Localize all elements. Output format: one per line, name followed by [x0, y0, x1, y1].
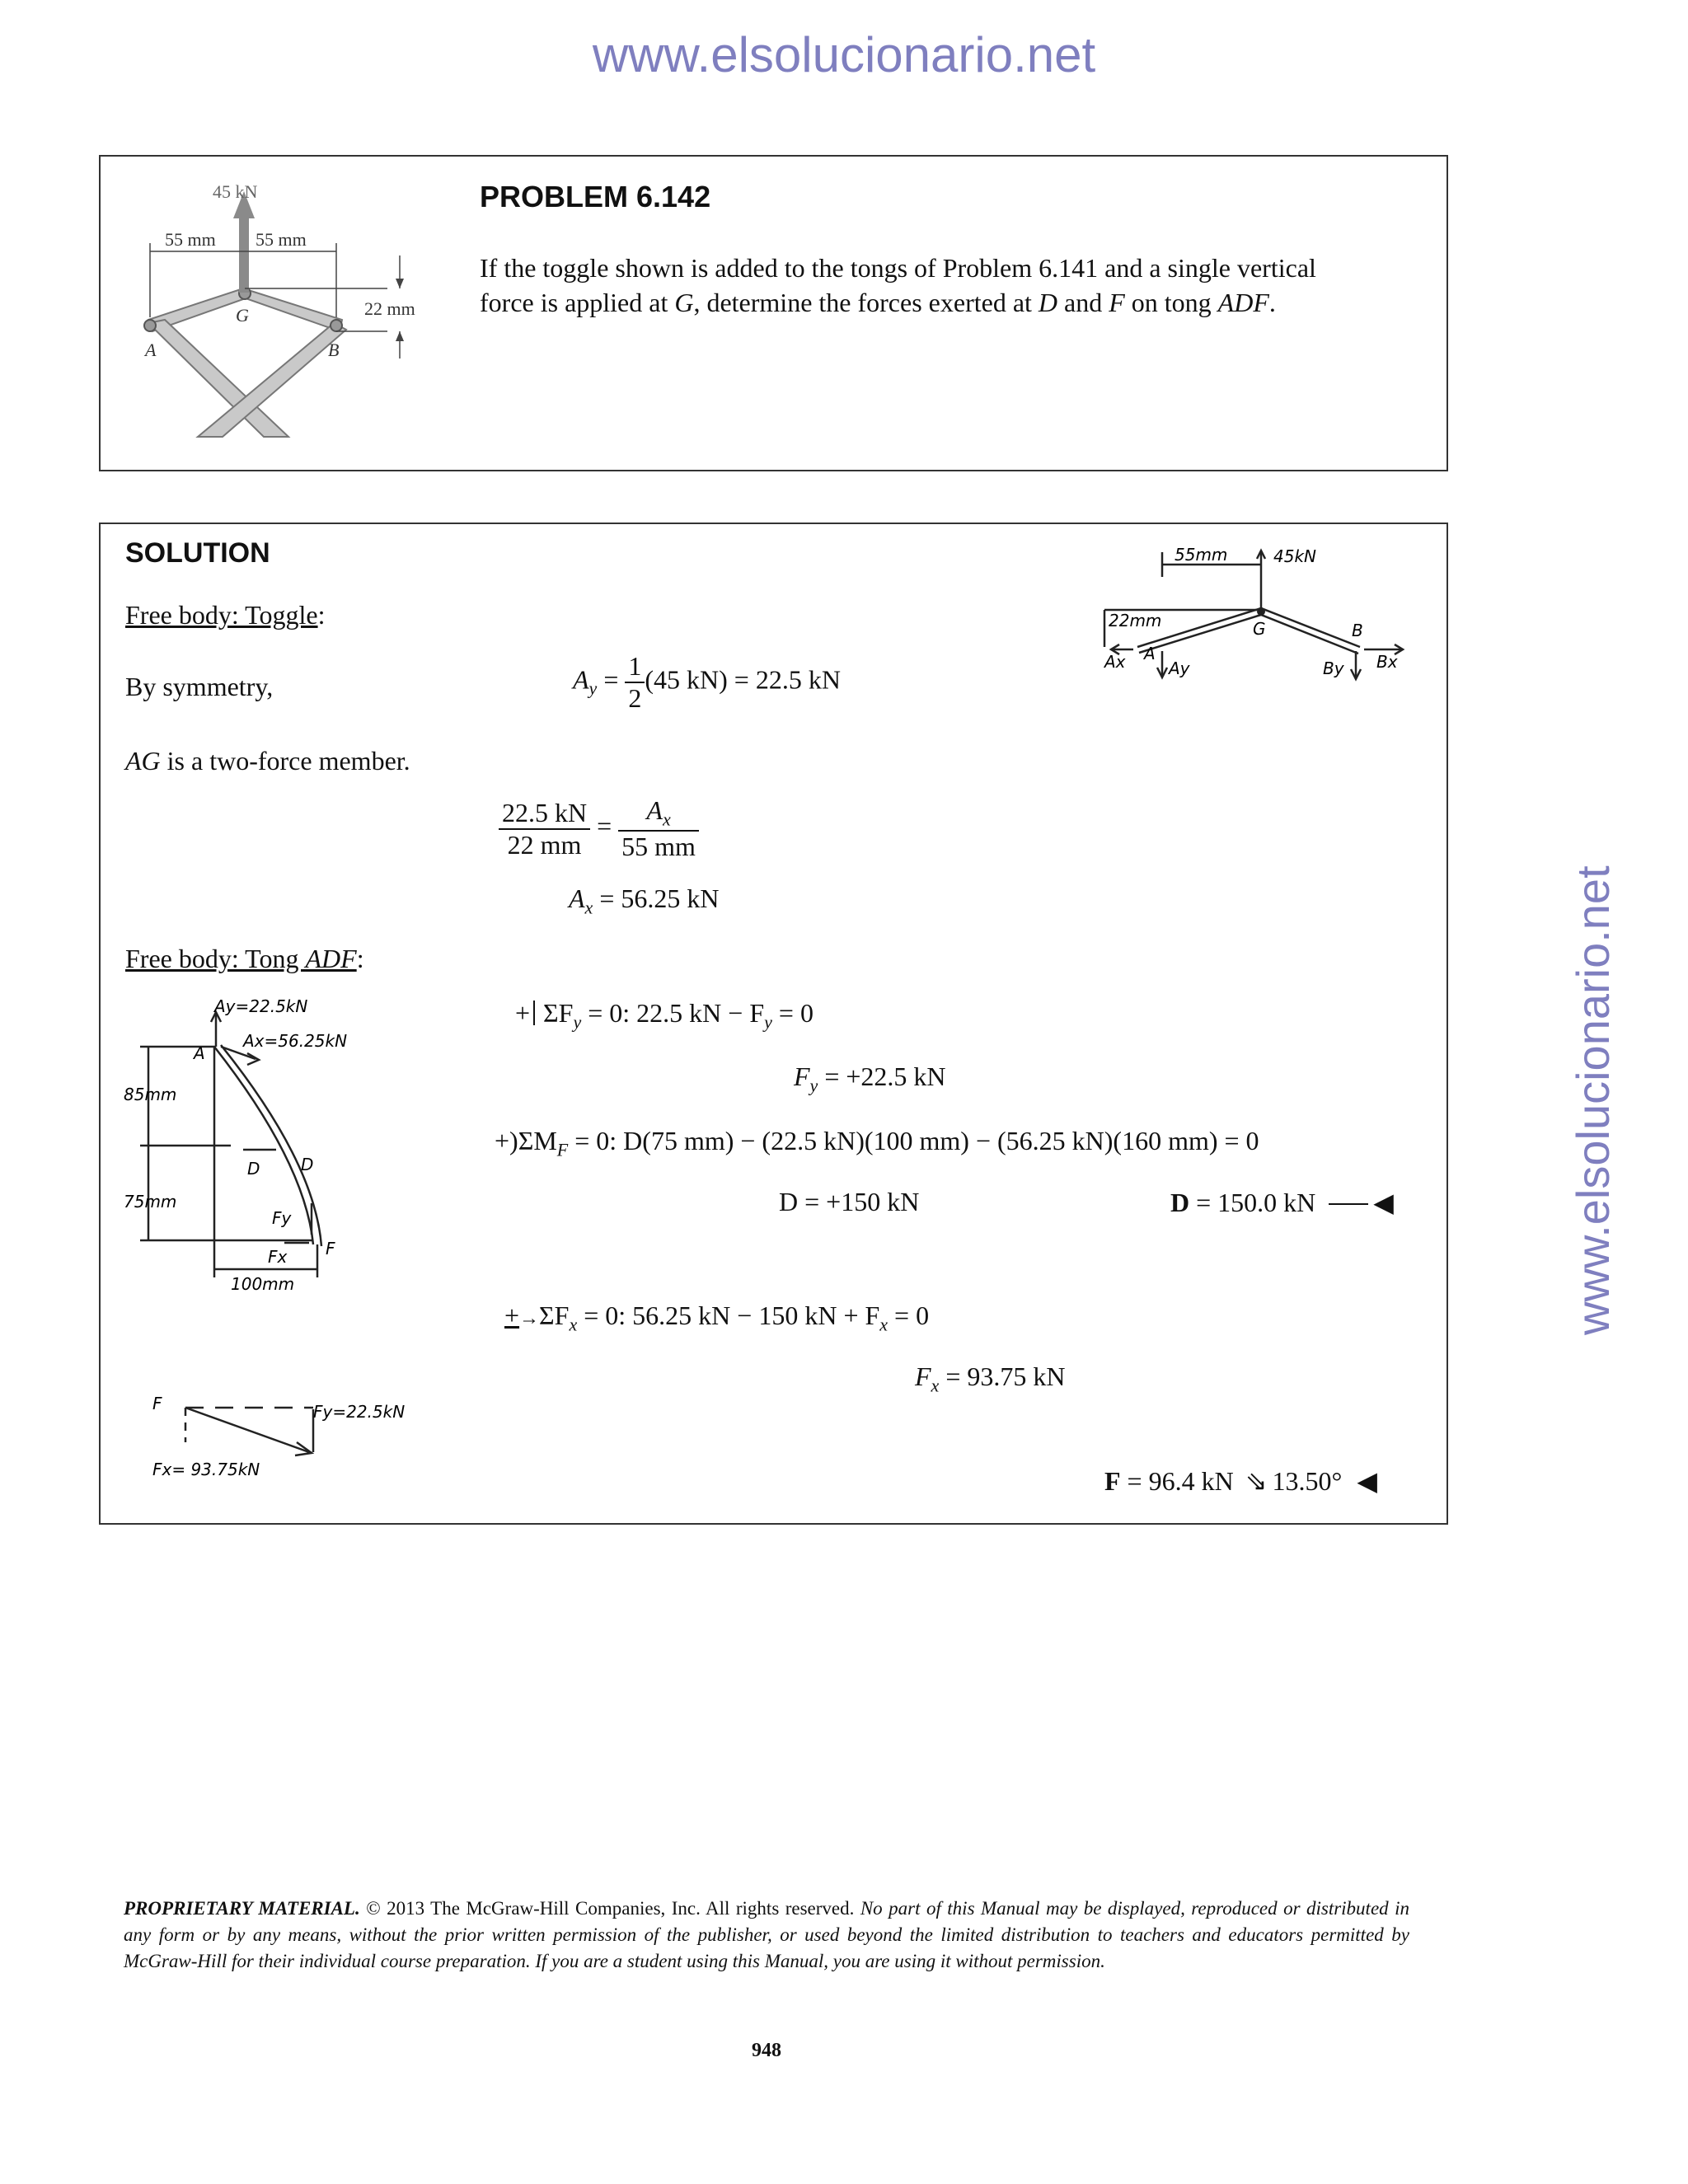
pin-b-icon	[331, 320, 342, 331]
sketch-bx: Bx	[1376, 652, 1398, 672]
fb-tong-label	[125, 944, 364, 974]
problem-text-g: G	[674, 288, 694, 317]
sketch-dim-h: 55mm	[1175, 545, 1228, 565]
ay-eq: =	[597, 664, 626, 695]
angle-arrow-icon: ⇘	[1245, 1466, 1268, 1496]
sketch-by: By	[1323, 658, 1344, 678]
ax-sub: x	[584, 897, 593, 918]
toggle-fbd-sketch	[1096, 544, 1418, 692]
sketch-force: 45kN	[1273, 546, 1316, 566]
up-arrow-icon	[533, 1001, 543, 1025]
tong-sketch-d75: 75mm	[124, 1192, 177, 1212]
solution-heading: SOLUTION	[125, 537, 270, 569]
problem-text-part: and	[1057, 288, 1109, 317]
f-answer-symbol: F	[1104, 1466, 1121, 1496]
figure-label-g: G	[236, 305, 249, 326]
sketch-b: B	[1352, 621, 1363, 640]
tong-sketch-d100: 100mm	[231, 1274, 295, 1294]
ratio-ax-sub: x	[662, 808, 671, 830]
ay-rhs: (45 kN) = 22.5 kN	[645, 664, 841, 695]
ay-den: 2	[628, 683, 642, 713]
sketch-a: A	[1144, 644, 1156, 663]
footer-italic: No part of this Manual may be displayed, reproduced or distributed in any form or by any means, without the prior written permission of the publisher, or used beyond the limited distribution to teachers and educators permitted by McGraw-Hill for their individual course preparation. If you are a student using this Manual, you are using it without permission.	[124, 1898, 1409, 1971]
problem-text-line2	[480, 285, 1411, 320]
ax-equation	[569, 883, 719, 918]
sum-mf-equation	[495, 1126, 1259, 1160]
tong-sketch-a: A	[194, 1043, 205, 1063]
sketch-dim-v: 22mm	[1109, 611, 1162, 630]
pin-a-icon	[144, 320, 156, 331]
figure-dim-left: 55 mm	[165, 229, 216, 250]
answer-marker-icon: ◀	[1373, 1188, 1394, 1217]
force-triangle-sketch	[148, 1376, 429, 1500]
watermark-side: www.elsolucionario.net	[1567, 865, 1619, 1335]
fb-toggle-label	[125, 600, 325, 630]
ccw-arrow-icon: )	[509, 1126, 518, 1155]
fb-toggle-text: Free body: Toggle	[125, 600, 318, 630]
tri-sketch-f: F	[152, 1394, 162, 1413]
d-answer	[1170, 1187, 1394, 1218]
fx-sub: x	[931, 1375, 940, 1396]
problem-title: PROBLEM 6.142	[480, 180, 711, 213]
ratio-den-right: 55 mm	[621, 832, 696, 862]
d-result: D = +150 kN	[779, 1187, 920, 1216]
sum-fy-end: = 0	[771, 998, 814, 1028]
colon: :	[356, 944, 364, 973]
ratio-right	[618, 795, 699, 862]
sum-fx-equation	[504, 1301, 929, 1335]
fb-tong-b: ADF	[305, 944, 357, 973]
ratio-den-left: 22 mm	[507, 829, 582, 860]
tong-sketch-ay: Ay=22.5kN	[214, 997, 308, 1016]
watermark-top: www.elsolucionario.net	[592, 27, 1096, 82]
sketch-g: G	[1253, 619, 1266, 639]
sum-mf-plus: +	[495, 1126, 510, 1155]
sketch-pin-g-icon	[1257, 607, 1265, 616]
problem-text-part: force is applied at	[480, 288, 675, 317]
ratio-left	[499, 798, 590, 860]
footer-bold: PROPRIETARY MATERIAL.	[124, 1898, 360, 1919]
ratio-ax: A	[646, 795, 663, 825]
problem-text-d: D	[1038, 288, 1058, 317]
footer-copyright	[124, 1896, 1409, 1975]
colon: :	[317, 600, 326, 630]
sum-fx-end: = 0	[888, 1301, 930, 1330]
ratio-num-left: 22.5 kN	[499, 798, 590, 830]
ag-label: AG	[125, 746, 161, 776]
tong-sketch-fx: Fx	[268, 1247, 288, 1267]
ratio-eq: =	[597, 811, 612, 841]
figure-dim-vert: 22 mm	[364, 298, 415, 319]
ay-lhs: A	[573, 664, 589, 695]
ax-lhs: A	[569, 883, 585, 913]
sum-fx-plus: +	[504, 1301, 520, 1330]
tri-sketch-fy: Fy=22.5kN	[313, 1402, 406, 1422]
figure-label-b: B	[328, 340, 340, 360]
fy-rhs: = +22.5 kN	[818, 1062, 946, 1091]
ay-num: 1	[625, 651, 645, 683]
fy-lhs: F	[794, 1062, 810, 1091]
ratio-num-right	[618, 795, 699, 832]
sum-mf: ΣM	[518, 1126, 557, 1155]
fy-equation	[794, 1062, 946, 1096]
fx-equation	[915, 1361, 1065, 1396]
ratio-equation	[499, 795, 699, 862]
sum-fx-rhs-sub: x	[879, 1314, 889, 1335]
fy-sub: y	[809, 1075, 818, 1096]
problem-statement	[480, 251, 1411, 320]
footer-normal: © 2013 The McGraw-Hill Companies, Inc. All rights reserved.	[359, 1898, 860, 1919]
tong-sketch-ax: Ax=56.25kN	[243, 1031, 348, 1051]
ax-rhs: = 56.25 kN	[593, 883, 720, 913]
ag-text	[125, 746, 410, 776]
problem-text-part: .	[1268, 288, 1276, 317]
symmetry-text: By symmetry,	[125, 672, 274, 701]
tong-sketch-d85: 85mm	[124, 1085, 177, 1104]
sum-fy-rhs: = 0: 22.5 kN − F	[581, 998, 765, 1028]
f-answer-value: = 96.4 kN	[1120, 1466, 1234, 1496]
problem-text-adf: ADF	[1217, 288, 1269, 317]
figure-force-label: 45 kN	[213, 181, 258, 202]
answer-marker-icon: ◀	[1357, 1466, 1377, 1496]
tong-sketch-d-label: D	[301, 1155, 314, 1174]
force-arrow-icon	[233, 191, 255, 293]
sum-fy-equation	[515, 997, 814, 1033]
left-arrow-icon	[1329, 1203, 1368, 1205]
sum-mf-sub: F	[556, 1139, 569, 1160]
sum-fx: ΣF	[539, 1301, 570, 1330]
ay-sub: y	[588, 677, 598, 699]
tong-sketch-f: F	[326, 1239, 335, 1258]
page-number: 948	[752, 2040, 781, 2061]
sum-fx-sub: x	[569, 1314, 578, 1335]
figure-dim-right: 55 mm	[256, 229, 307, 250]
problem-text-part: , determine the forces exerted at	[693, 288, 1039, 317]
sum-mf-rhs: = 0: D(75 mm) − (22.5 kN)(100 mm) − (56.25 kN)(160 mm) = 0	[568, 1126, 1259, 1155]
f-answer	[1104, 1465, 1377, 1497]
fx-lhs: F	[915, 1361, 931, 1391]
tong-fbd-sketch	[124, 997, 404, 1327]
tri-sketch-fx: Fx= 93.75kN	[152, 1460, 260, 1479]
fb-tong-a: Free body: Tong	[125, 944, 306, 973]
ag-desc: is a two-force member.	[160, 746, 410, 776]
sum-fx-rhs: = 0: 56.25 kN − 150 kN + F	[577, 1301, 880, 1330]
sum-fy-plus: +	[515, 998, 531, 1028]
ay-fraction	[625, 651, 645, 714]
problem-text-f: F	[1109, 288, 1125, 317]
ay-equation	[573, 651, 841, 714]
sum-fy-sub: y	[573, 1011, 582, 1033]
toggle-figure	[115, 173, 445, 453]
sum-fy: ΣF	[543, 998, 574, 1028]
figure-label-a: A	[145, 340, 157, 360]
right-arrow-icon: →	[519, 1308, 540, 1329]
d-answer-value: = 150.0 kN	[1189, 1188, 1316, 1217]
d-answer-symbol: D	[1170, 1188, 1190, 1217]
tong-sketch-d-force: D	[247, 1159, 260, 1179]
tong-sketch-fy: Fy	[272, 1208, 292, 1228]
sketch-ax: Ax	[1104, 652, 1126, 672]
problem-text-line1: If the toggle shown is added to the tongs of Problem 6.141 and a single vertical	[480, 253, 1316, 283]
f-answer-angle: 13.50°	[1272, 1466, 1343, 1496]
fb-tong-text	[125, 944, 357, 973]
problem-text-part: on tong	[1124, 288, 1218, 317]
fx-rhs: = 93.75 kN	[939, 1361, 1066, 1391]
sketch-ay: Ay	[1169, 658, 1190, 678]
sum-fy-rhs-sub: y	[764, 1011, 772, 1033]
